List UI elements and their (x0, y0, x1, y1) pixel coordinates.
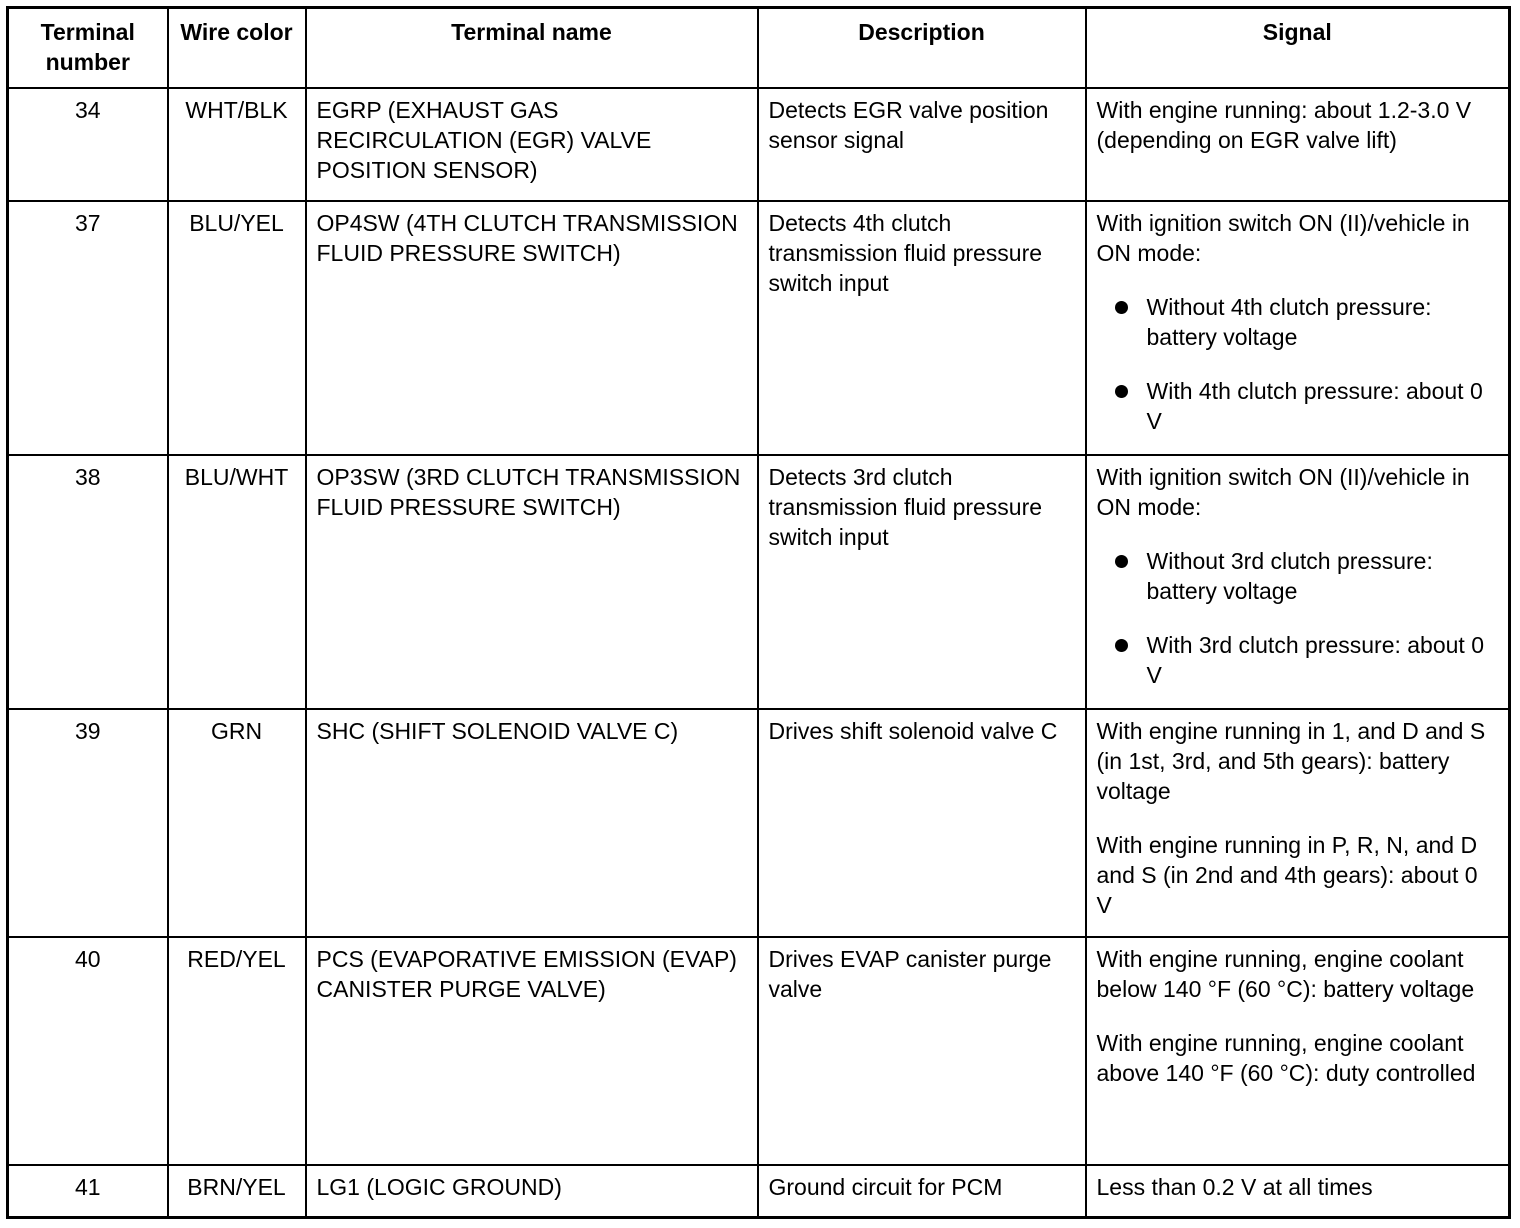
terminal-name-cell: PCS (EVAPORATIVE EMISSION (EVAP) CANISTER PURGE VALVE) (306, 937, 758, 1165)
description-cell: Drives shift solenoid valve C (758, 709, 1086, 937)
table-row (8, 201, 1510, 455)
signal-cell (1086, 455, 1510, 709)
terminal-number-cell: 39 (8, 709, 168, 937)
table-row (8, 709, 1510, 937)
signal-text: With engine running, engine coolant above 140 °F (60 °C): duty controlled (1096, 1030, 1476, 1086)
signal-text: With engine running, engine coolant below 140 °F (60 °C): battery voltage (1096, 946, 1475, 1002)
header-wire-color: Wire color (168, 8, 306, 89)
description-cell: Detects 3rd clutch transmission fluid pressure switch input (758, 455, 1086, 709)
table-header (8, 8, 1510, 89)
signal-bullet-list (1097, 292, 1499, 436)
header-terminal-name: Terminal name (306, 8, 758, 89)
signal-text: Less than 0.2 V at all times (1096, 1174, 1373, 1200)
wire-color-cell: BLU/WHT (168, 455, 306, 709)
signal-cell (1086, 709, 1510, 937)
table-body (8, 88, 1510, 1217)
terminal-number-cell: 38 (8, 455, 168, 709)
signal-text: With engine running in P, R, N, and D and S (in 2nd and 4th gears): about 0 V (1096, 832, 1478, 918)
bullet-dot-icon (1115, 555, 1128, 568)
wire-color-cell: BLU/YEL (168, 201, 306, 455)
description-cell: Detects 4th clutch transmission fluid pressure switch input (758, 201, 1086, 455)
header-signal: Signal (1086, 8, 1510, 89)
terminal-name-cell: OP3SW (3RD CLUTCH TRANSMISSION FLUID PRESSURE SWITCH) (306, 455, 758, 709)
signal-cell (1086, 201, 1510, 455)
signal-bullet-item (1097, 376, 1499, 436)
bullet-dot-icon (1115, 301, 1128, 314)
signal-cell (1086, 1165, 1510, 1217)
wire-color-cell: WHT/BLK (168, 88, 306, 201)
terminal-number-cell: 34 (8, 88, 168, 201)
bullet-dot-icon (1115, 385, 1128, 398)
table-row (8, 1165, 1510, 1217)
wire-color-cell: GRN (168, 709, 306, 937)
signal-bullet-item (1097, 292, 1499, 352)
signal-text: With engine running in 1, and D and S (in 1st, 3rd, and 5th gears): battery voltage (1096, 718, 1486, 804)
signal-bullet-item (1097, 630, 1499, 690)
terminal-name-cell: EGRP (EXHAUST GAS RECIRCULATION (EGR) VALVE POSITION SENSOR) (306, 88, 758, 201)
signal-cell (1086, 88, 1510, 201)
signal-text: With ignition switch ON (II)/vehicle in ON mode: (1096, 210, 1470, 266)
wire-color-cell: RED/YEL (168, 937, 306, 1165)
signal-bullet-text: Without 4th clutch pressure: battery voltage (1146, 294, 1432, 350)
terminal-number-cell: 41 (8, 1165, 168, 1217)
description-cell: Drives EVAP canister purge valve (758, 937, 1086, 1165)
signal-bullet-text: With 4th clutch pressure: about 0 V (1146, 378, 1483, 434)
signal-bullet-item (1097, 546, 1499, 606)
signal-text: With ignition switch ON (II)/vehicle in ON mode: (1096, 464, 1470, 520)
terminal-number-cell: 40 (8, 937, 168, 1165)
terminal-table (6, 6, 1511, 1219)
signal-cell (1086, 937, 1510, 1165)
signal-bullet-text: Without 3rd clutch pressure: battery voltage (1146, 548, 1433, 604)
signal-text: With engine running: about 1.2-3.0 V (depending on EGR valve lift) (1096, 97, 1472, 153)
terminal-name-cell: SHC (SHIFT SOLENOID VALVE C) (306, 709, 758, 937)
terminal-number-cell: 37 (8, 201, 168, 455)
bullet-dot-icon (1115, 639, 1128, 652)
signal-bullet-text: With 3rd clutch pressure: about 0 V (1146, 632, 1484, 688)
header-terminal-number: Terminal number (8, 8, 168, 89)
table-row (8, 88, 1510, 201)
header-row (8, 8, 1510, 89)
terminal-name-cell: LG1 (LOGIC GROUND) (306, 1165, 758, 1217)
signal-bullet-list (1097, 546, 1499, 690)
table-row (8, 455, 1510, 709)
table-row (8, 937, 1510, 1165)
header-description: Description (758, 8, 1086, 89)
description-cell: Ground circuit for PCM (758, 1165, 1086, 1217)
description-cell: Detects EGR valve position sensor signal (758, 88, 1086, 201)
wire-color-cell: BRN/YEL (168, 1165, 306, 1217)
terminal-name-cell: OP4SW (4TH CLUTCH TRANSMISSION FLUID PRESSURE SWITCH) (306, 201, 758, 455)
